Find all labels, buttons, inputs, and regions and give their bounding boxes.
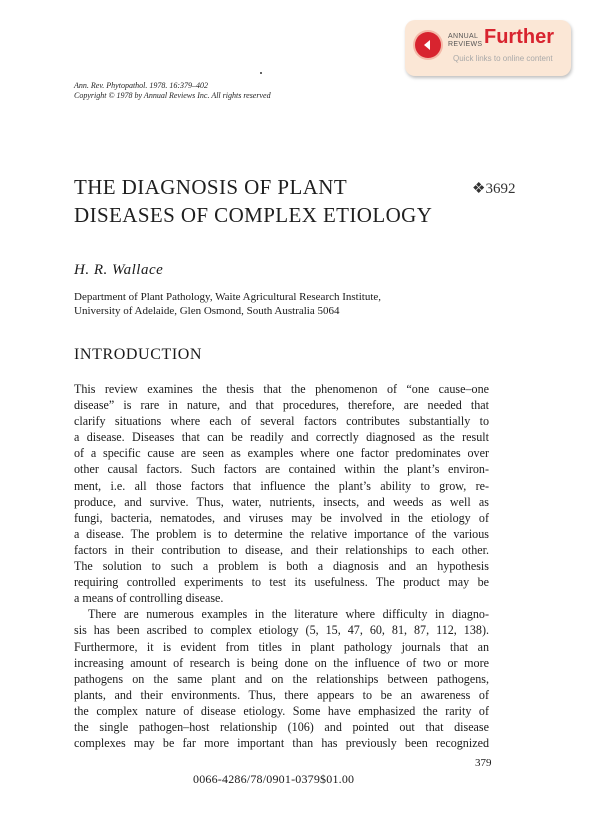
body-line: complexes may be far more important than has previously been recognized: [74, 736, 489, 751]
section-heading: INTRODUCTION: [74, 346, 203, 363]
body-line: a disease. Diseases that can be readily and correctly diagnosed as the result: [74, 430, 489, 445]
body-line: increasing amount of research is being done on the influence of two or more: [74, 655, 489, 670]
affiliation-line: University of Adelaide, Glen Osmond, South Australia 5064: [74, 305, 340, 317]
body-line: factors in their contribution to disease, and their relationships to each other.: [74, 542, 489, 557]
body-line: fungi, bacteria, nematodes, and viruses may be involved in the etiology of: [74, 510, 489, 525]
author-name: H. R. Wallace: [74, 262, 164, 278]
body-line: plants, and their environments. Thus, there appears to be an awareness of: [74, 687, 489, 702]
badge-annual-label: ANNUAL: [448, 33, 479, 40]
body-line: ment, i.e. all those factors that influence the plant’s ability to grow, re-: [74, 478, 489, 493]
journal-citation-line: Ann. Rev. Phytopathol. 1978. 16:379–402: [74, 81, 209, 90]
body-line: clarify situations where each of several factors contributes substantially to: [74, 414, 489, 429]
body-line: Furthermore, it is evident from titles in plant pathology journals that an: [74, 639, 489, 654]
body-line: disease” is rare in nature, and that procedures, therefore, are needed that: [74, 398, 489, 413]
article-title-line: DISEASES OF COMPLEX ETIOLOGY: [74, 203, 433, 227]
play-arrow-icon: [422, 39, 434, 51]
body-line: the complex nature of disease etiology. Some have emphasized the rarity of: [74, 703, 489, 718]
body-line: pathogens on the same plant and on the relationships between pathogens,: [74, 671, 489, 686]
body-line: requiring controlled experiments to test its usefulness. The product may be: [74, 575, 489, 590]
annual-reviews-logo-icon: [415, 32, 441, 58]
body-line: a means of controlling disease.: [74, 591, 224, 606]
body-line: The solution to such a problem is both a diagnosis and an hypothesis: [74, 559, 489, 574]
article-title: [74, 173, 494, 229]
badge-tagline: Quick links to online content: [453, 54, 553, 63]
body-line: of a specific cause are seen as examples where one factor predominates over: [74, 446, 489, 461]
reference-number: ❖3692: [472, 181, 516, 197]
body-line: produce, and survive. Thus, water, nutrients, insects, and weeds as well as: [74, 494, 489, 509]
body-line: sis has been ascribed to complex etiology (5, 15, 47, 60, 81, 87, 112, 138).: [74, 623, 489, 638]
body-text: [74, 381, 489, 751]
page-number: 379: [475, 757, 492, 769]
body-line: the single pathogen–host relationship (106) and pointed out that disease: [74, 719, 489, 734]
badge-reviews-label: REVIEWS: [448, 41, 483, 48]
body-line: There are numerous examples in the literature where difficulty in diagno-: [88, 607, 489, 622]
affiliation-line: Department of Plant Pathology, Waite Agricultural Research Institute,: [74, 291, 382, 303]
article-title-line: THE DIAGNOSIS OF PLANT: [74, 175, 348, 199]
badge-further-label: Further: [484, 26, 554, 48]
footer-code: 0066-4286/78/0901-0379$01.00: [193, 772, 355, 786]
copyright-line: Copyright © 1978 by Annual Reviews Inc. All rights reserved: [74, 91, 271, 100]
body-line: This review examines the thesis that the phenomenon of “one cause–one: [74, 382, 489, 396]
annual-reviews-further-badge[interactable]: [405, 20, 571, 76]
body-line: other causal factors. Such factors are contained within the plant’s environ-: [74, 462, 489, 477]
stray-mark: [260, 72, 262, 74]
body-line: a disease. The problem is to determine the relative importance of the various: [74, 526, 489, 541]
